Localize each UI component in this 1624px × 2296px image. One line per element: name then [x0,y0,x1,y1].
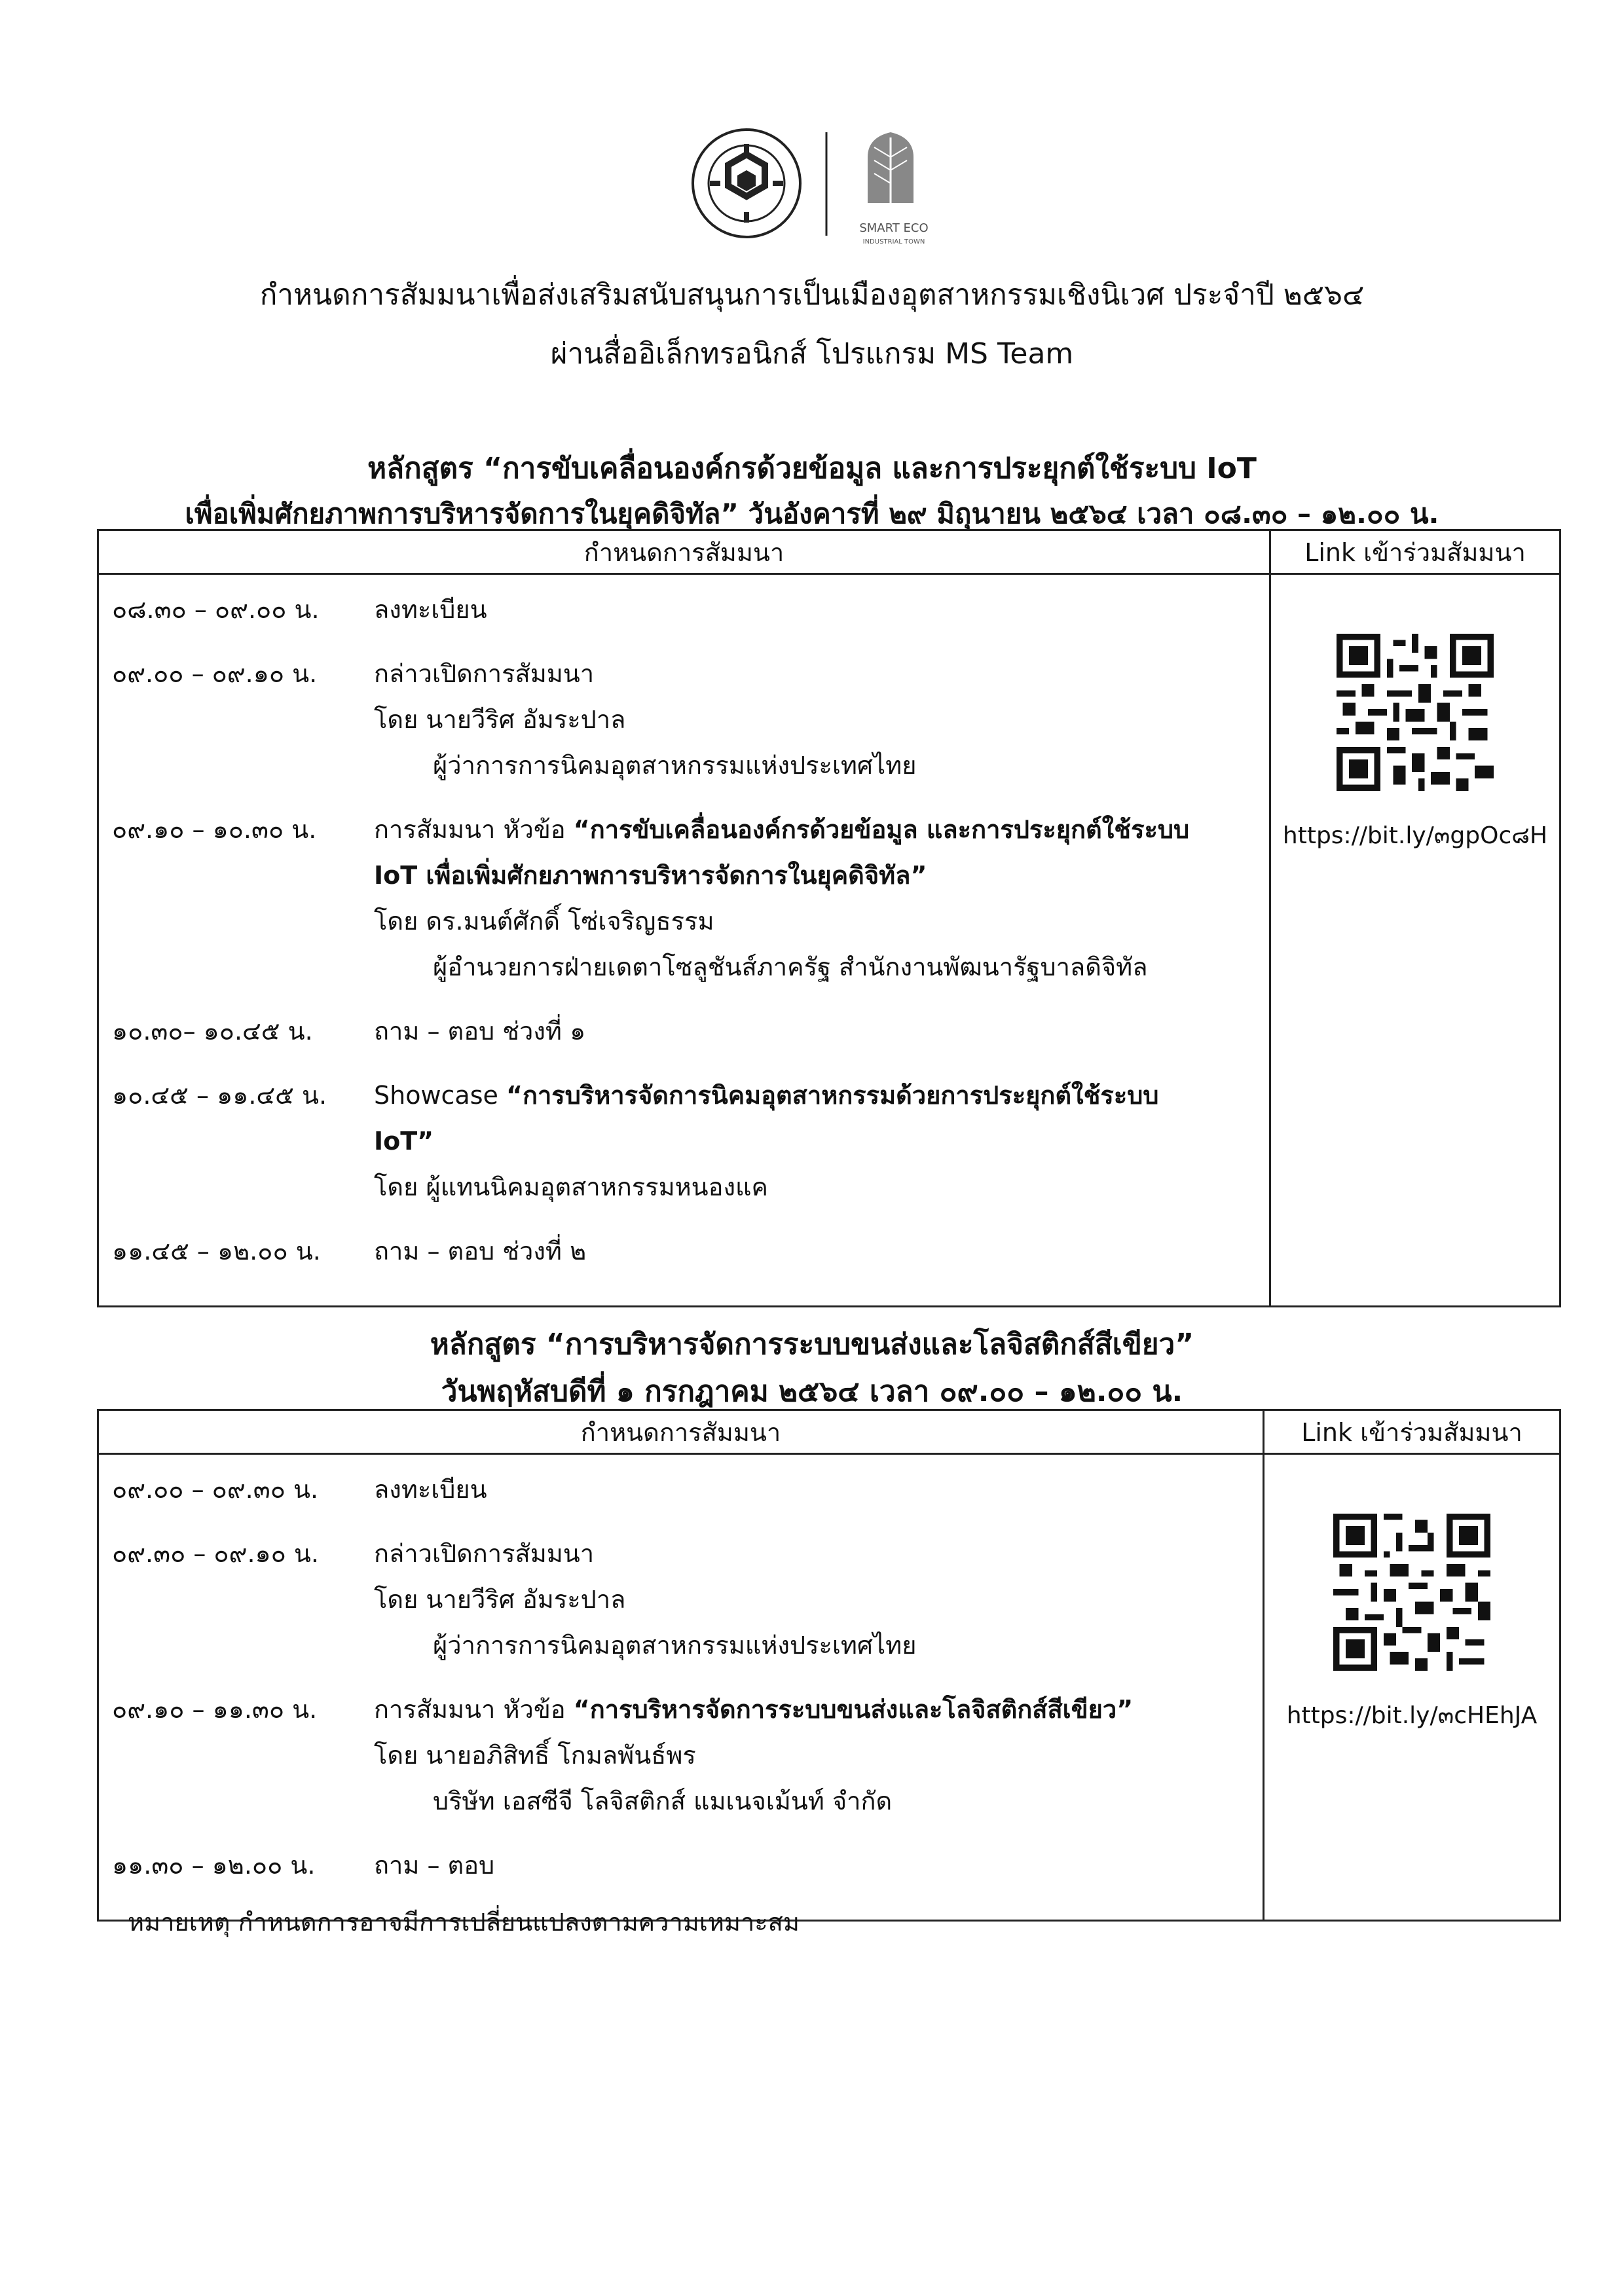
course1-heading: หลักสูตร “การขับเคลื่อนองค์กรด้วยข้อมูล และการประยุกต์ใช้ระบบ IoT [367,452,1257,485]
session-title: กล่าวเปิดการสัมมนา [374,659,595,688]
course1-link-cell [1270,574,1560,1307]
course2-heading-date: วันพฤหัสบดีที่ ๑ กรกฎาคม ๒๕๖๔ เวลา ๐๙.๐๐ – ๑๒.๐๐ น. [441,1375,1183,1408]
course2-agenda-cell [98,1454,1264,1921]
table-row [112,1467,1249,1512]
session-speaker-position: บริษัท เอสซีจี โลจิสติกส์ แมเนจเม้นท์ จำกัด [433,1787,893,1815]
course1-heading-date: เพื่อเพิ่มศักยภาพการบริหารจัดการในยุคดิจิทัล” วันอังคารที่ ๒๙ มิถุนายน ๒๕๖๔ เวลา ๐๘.๓๐ – ๑๒.๐๐ น. [185,498,1439,530]
course1-agenda-header: กำหนดการสัมมนา [98,530,1270,574]
session-speaker: โดย นายวีริศ อัมระปาล [374,705,626,734]
qr-code-icon[interactable] [1333,1514,1490,1671]
document-subtitle: ผ่านสื่ออิเล็กทรอนิกส์ โปรแกรม MS Team [550,337,1074,371]
session-speaker: โดย นายอภิสิทธิ์ โกมลพันธ์พร [374,1741,696,1770]
table-row [112,1686,1249,1824]
session-speaker: โดย ผู้แทนนิคมอุตสาหกรรมหนองแค [374,1173,768,1201]
smart-eco-logo-subtext: INDUSTRIAL TOWN [862,238,925,246]
session-time: ๐๘.๓๐ – ๐๙.๐๐ น. [112,595,320,624]
session-time: ๐๙.๐๐ – ๐๙.๓๐ น. [112,1475,319,1504]
session-label: การสัมมนา หัวข้อ [374,1695,574,1724]
table-row [112,1228,1256,1274]
session-time: ๑๐.๓๐– ๑๐.๔๕ น. [112,1017,313,1046]
session-time: ๐๙.๑๐ – ๑๑.๓๐ น. [112,1695,318,1724]
session-time: ๐๙.๐๐ – ๐๙.๑๐ น. [112,659,318,688]
course1-schedule-table [97,529,1561,1307]
header-logos [681,124,956,246]
session-topic: “การบริหารจัดการนิคมอุตสาหกรรมด้วยการประยุกต์ใช้ระบบ [506,1081,1159,1110]
session-speaker-position: ผู้อำนวยการฝ่ายเดตาโซลูชันส์ภาครัฐ สำนักงานพัฒนารัฐบาลดิจิทัล [433,953,1148,981]
session-title: ถาม – ตอบ ช่วงที่ ๑ [374,1017,586,1046]
session-topic-continued: IoT เพื่อเพิ่มศักยภาพการบริหารจัดการในยุคดิจิทัล” [374,861,927,890]
session-speaker-position: ผู้ว่าการการนิคมอุตสาหกรรมแห่งประเทศไทย [433,1631,917,1660]
session-time: ๑๐.๔๕ – ๑๑.๔๕ น. [112,1081,327,1110]
course2-link-cell [1264,1454,1560,1921]
session-label: การสัมมนา หัวข้อ [374,815,574,844]
session-title: กล่าวเปิดการสัมมนา [374,1539,595,1568]
course1-link-header: Link เข้าร่วมสัมมนา [1270,530,1560,574]
session-time: ๑๑.๓๐ – ๑๒.๐๐ น. [112,1851,316,1880]
table-row [112,1531,1249,1668]
session-speaker: โดย ดร.มนต์ศักดิ์ โซ่เจริญธรรม [374,907,714,936]
smart-eco-leaf-icon [855,131,927,229]
table-row [112,1842,1249,1888]
session-time: ๐๙.๑๐ – ๑๐.๓๐ น. [112,815,317,844]
qr-code-icon[interactable] [1337,634,1494,791]
session-speaker-position: ผู้ว่าการการนิคมอุตสาหกรรมแห่งประเทศไทย [433,751,917,780]
session-time: ๐๙.๓๐ – ๐๙.๑๐ น. [112,1539,319,1568]
session-title: ลงทะเบียน [374,1475,487,1504]
session-time: ๑๑.๔๕ – ๑๒.๐๐ น. [112,1237,321,1266]
table-row [112,651,1256,788]
table-row [112,587,1256,632]
session-topic-continued: IoT” [374,1127,434,1156]
session-topic: “การบริหารจัดการระบบขนส่งและโลจิสติกส์สีเขียว” [573,1695,1134,1724]
document-title: กำหนดการสัมมนาเพื่อส่งเสริมสนับสนุนการเป็นเมืองอุตสาหกรรมเชิงนิเวศ ประจำปี ๒๕๖๔ [259,278,1365,312]
session-topic: “การขับเคลื่อนองค์กรด้วยข้อมูล และการประยุกต์ใช้ระบบ [573,815,1190,844]
session-title: ถาม – ตอบ ช่วงที่ ๒ [374,1237,587,1266]
course2-link-header: Link เข้าร่วมสัมมนา [1264,1410,1560,1454]
session-title: ถาม – ตอบ [374,1851,495,1880]
smart-eco-logo-text: SMART ECO [859,221,929,235]
course1-link-url[interactable]: https://bit.ly/๓gpOc๘H [1282,822,1548,849]
course2-schedule-table [97,1409,1561,1922]
footnote: หมายเหตุ กำหนดการอาจมีการเปลี่ยนแปลงตามความเหมาะสม [128,1908,800,1937]
course2-agenda-header: กำหนดการสัมมนา [98,1410,1264,1454]
session-title: ลงทะเบียน [374,595,487,624]
session-speaker: โดย นายวีริศ อัมระปาล [374,1585,626,1614]
table-row [112,1008,1256,1054]
table-row [112,1072,1256,1210]
course2-link-url[interactable]: https://bit.ly/๓cHEhJA [1286,1702,1538,1729]
table-row [112,807,1256,990]
session-label: Showcase [374,1081,506,1110]
course2-heading: หลักสูตร “การบริหารจัดการระบบขนส่งและโลจิสติกส์สีเขียว” [430,1328,1194,1361]
course1-agenda-cell [98,574,1270,1307]
